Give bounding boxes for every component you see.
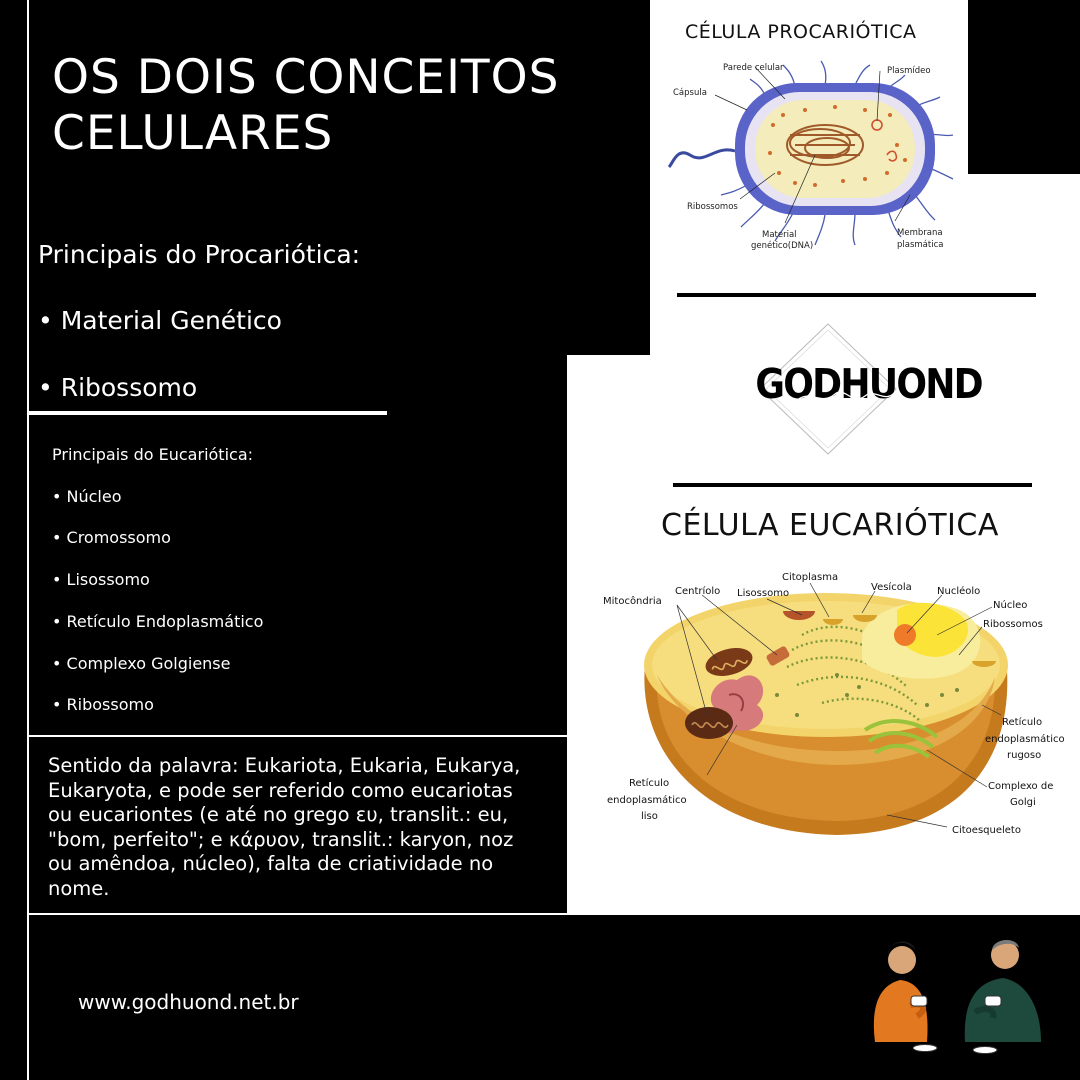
eukaryote-item: • Lisossomo (52, 570, 150, 589)
prokaryote-item: • Ribossomo (38, 373, 198, 402)
label-citoesqueleto: Citoesqueleto (952, 825, 1021, 836)
label-reticulo-liso-1: Retículo (629, 778, 670, 789)
word-meaning-paragraph: Sentido da palavra: Eukariota, Eukaria, Eukarya, Eukaryota, e pode ser referido como eucariotas ou eucariontes (e até no grego ευ, translit.: eu, "bom, perfeito"; e κάρυον, translit.: karyon, noz ou amêndoa, núcleo), falta de criatividade no nome. (48, 754, 521, 900)
logo-line-bottom (673, 483, 1032, 487)
label-lisossomo: Lisossomo (737, 588, 790, 599)
label-vesicola: Vesícola (871, 582, 912, 593)
label-plasmatica: plasmática (897, 240, 944, 250)
label-citoplasma: Citoplasma (782, 572, 839, 583)
website-link[interactable]: www.godhuond.net.br (78, 990, 299, 1014)
label-membrana: Membrana (897, 228, 943, 238)
eukaryote-item: • Ribossomo (52, 695, 154, 714)
label-parede-celular: Parede celular (723, 63, 784, 73)
label-reticulo-rugoso-2: endoplasmático (985, 734, 1065, 745)
label-plasmideo: Plasmídeo (887, 66, 931, 76)
label-material: Material (762, 230, 797, 240)
prokaryote-cell-diagram (665, 55, 960, 260)
prokaryote-caption: CÉLULA PROCARIÓTICA (685, 21, 917, 43)
label-nucleo: Núcleo (993, 600, 1028, 611)
godhuond-logo: GODHUOND (755, 360, 982, 408)
label-reticulo-liso-3: liso (641, 811, 658, 822)
eukaryote-item: • Núcleo (52, 487, 122, 506)
logo-signature-flourish (790, 382, 900, 412)
label-reticulo-liso-2: endoplasmático (607, 795, 687, 806)
prokaryote-heading: Principais do Procariótica: (38, 240, 361, 269)
logo-line-top (677, 293, 1036, 297)
label-reticulo-rugoso-1: Retículo (1002, 717, 1043, 728)
eukaryote-item: • Cromossomo (52, 528, 171, 547)
prokaryote-item: • Material Genético (38, 306, 282, 335)
divider-meaning-top (27, 735, 567, 737)
label-reticulo-rugoso-3: rugoso (1007, 750, 1042, 761)
right-white-panel (968, 174, 1080, 355)
label-genetico-dna: genético(DNA) (751, 241, 814, 251)
label-nucleolo: Nucléolo (937, 586, 981, 597)
eukaryote-heading: Principais do Eucariótica: (52, 445, 254, 464)
left-frame-line (27, 0, 29, 1080)
eukaryote-item: • Retículo Endoplasmático (52, 612, 264, 631)
eukaryote-caption: CÉLULA EUCARIÓTICA (661, 508, 999, 543)
label-ribossomos: Ribossomos (687, 202, 738, 212)
label-complexo-de: Complexo de (988, 781, 1054, 792)
label-mitocondria: Mitocôndria (603, 596, 662, 607)
label-centriolo: Centríolo (675, 586, 721, 597)
label-capsula: Cápsula (673, 88, 707, 98)
label-ribossomos: Ribossomos (983, 619, 1043, 630)
label-golgi: Golgi (1010, 797, 1036, 808)
divider-procariotica (27, 411, 387, 415)
divider-meaning-bottom (27, 913, 567, 915)
eukaryote-item: • Complexo Golgiense (52, 654, 231, 673)
eukaryote-cell-diagram (597, 565, 1072, 850)
page-title: OS DOIS CONCEITOS CELULARES (52, 50, 560, 161)
people-coffee-illustration (855, 930, 1055, 1060)
